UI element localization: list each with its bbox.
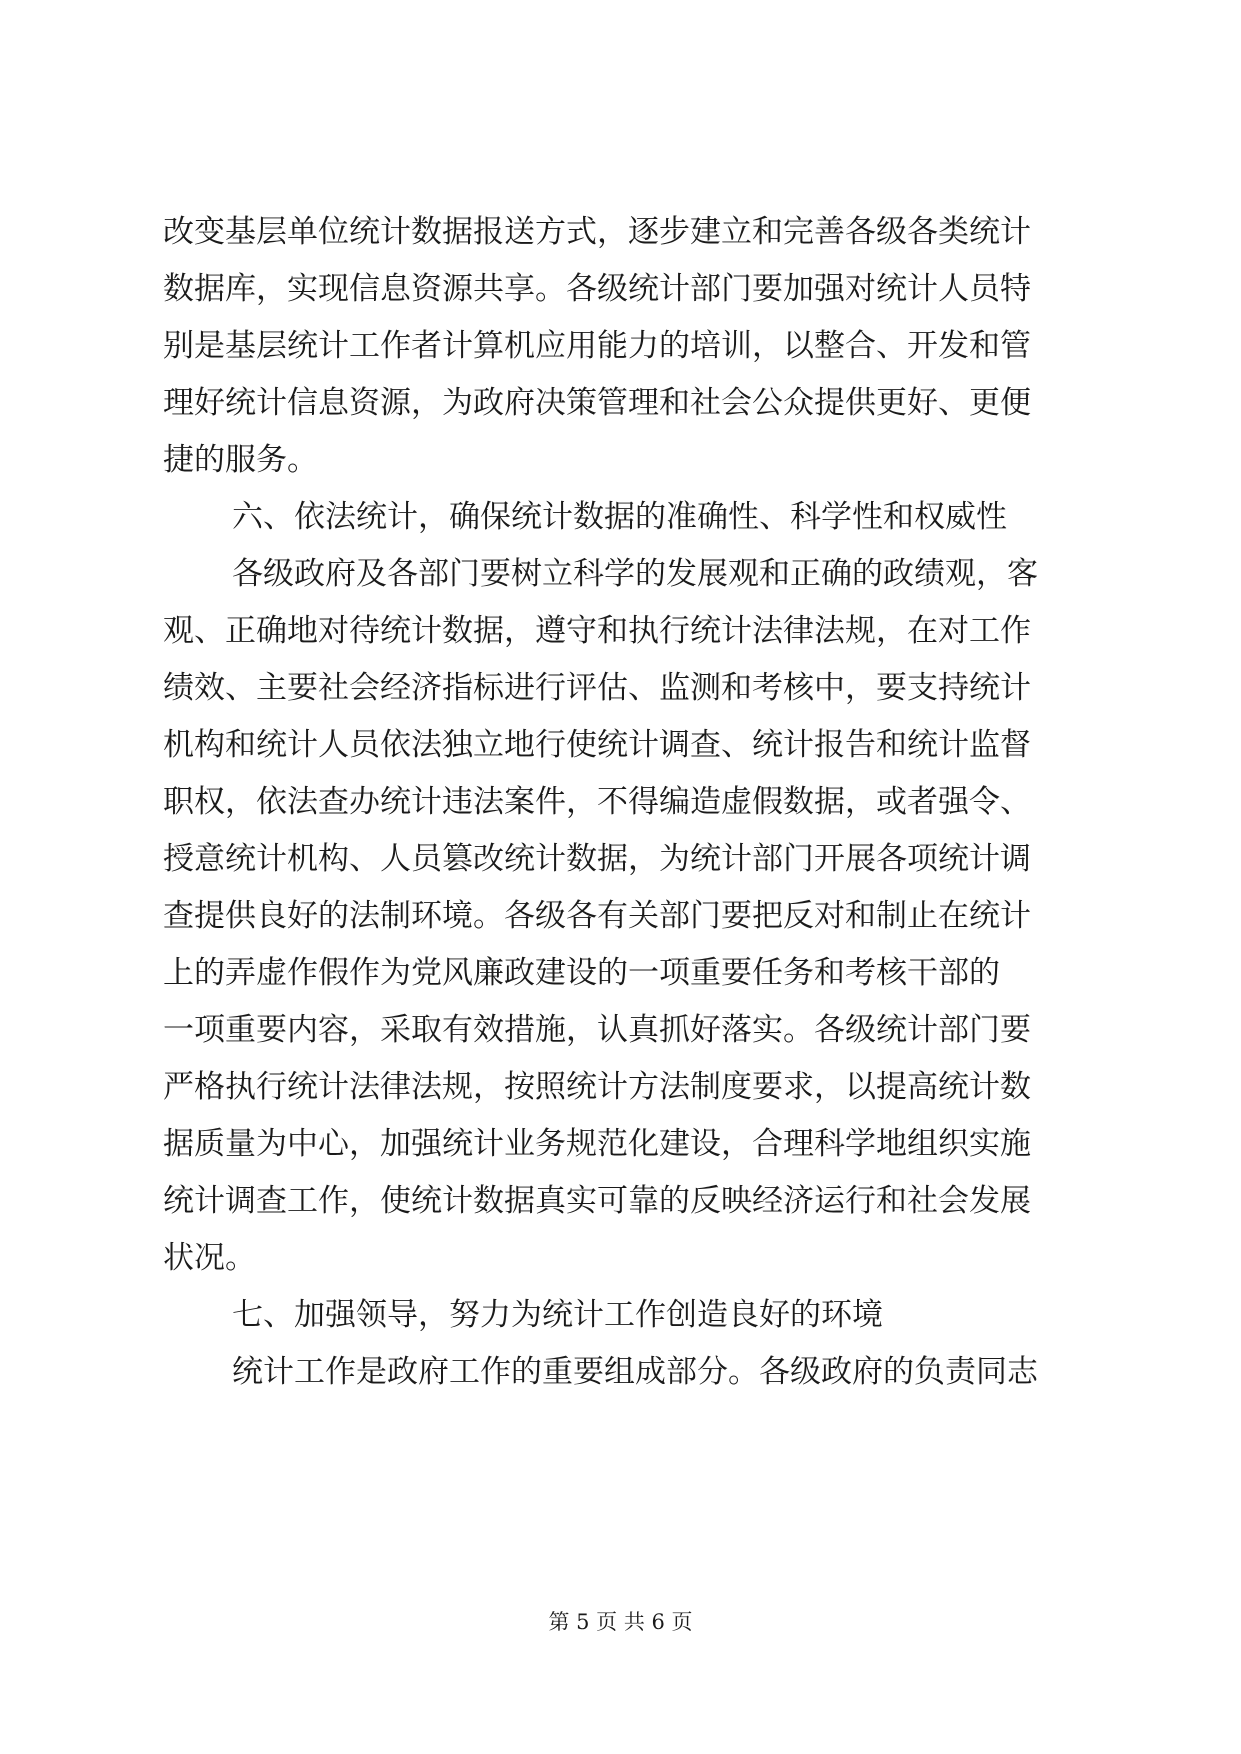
body-text-line: 严格执行统计法律法规，按照统计方法制度要求，以提高统计数 [163,1069,1031,1105]
body-text-line: 上的弄虚作假作为党风廉政建设的一项重要任务和考核干部的 [163,955,1000,991]
page-number-footer: 第 5 页 共 6 页 [548,1610,693,1634]
body-text-line: 捷的服务。 [163,442,318,478]
body-text-line: 各级政府及各部门要树立科学的发展观和正确的政绩观，客 [232,556,1038,592]
body-text-line: 状况。 [163,1240,256,1276]
body-text-line: 统计工作是政府工作的重要组成部分。各级政府的负责同志 [232,1354,1038,1390]
section-heading-7: 七、加强领导，努力为统计工作创造良好的环境 [232,1297,883,1333]
body-text-line: 一项重要内容，采取有效措施，认真抓好落实。各级统计部门要 [163,1012,1031,1048]
body-text-line: 数据库，实现信息资源共享。各级统计部门要加强对统计人员特 [163,271,1031,307]
body-text-line: 理好统计信息资源，为政府决策管理和社会公众提供更好、更便 [163,385,1031,421]
body-text-line: 职权，依法查办统计违法案件，不得编造虚假数据，或者强令、 [163,784,1031,820]
body-text-line: 观、正确地对待统计数据，遵守和执行统计法律法规，在对工作 [163,613,1031,649]
body-text-line: 据质量为中心，加强统计业务规范化建设，合理科学地组织实施 [163,1126,1031,1162]
body-text-line: 绩效、主要社会经济指标进行评估、监测和考核中，要支持统计 [163,670,1031,706]
body-text-line: 授意统计机构、人员篡改统计数据，为统计部门开展各项统计调 [163,841,1031,877]
body-text-line: 查提供良好的法制环境。各级各有关部门要把反对和制止在统计 [163,898,1031,934]
body-text-line: 统计调查工作，使统计数据真实可靠的反映经济运行和社会发展 [163,1183,1031,1219]
section-heading-6: 六、依法统计，确保统计数据的准确性、科学性和权威性 [232,499,1007,535]
body-text-line: 改变基层单位统计数据报送方式，逐步建立和完善各级各类统计 [163,214,1031,250]
body-text-line: 机构和统计人员依法独立地行使统计调查、统计报告和统计监督 [163,727,1031,763]
body-text-line: 别是基层统计工作者计算机应用能力的培训，以整合、开发和管 [163,328,1031,364]
